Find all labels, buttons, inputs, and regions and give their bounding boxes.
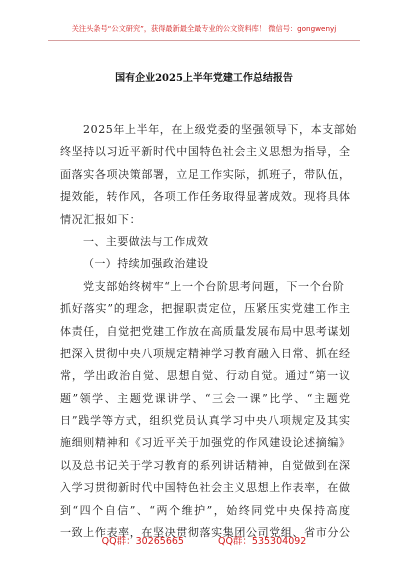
paragraph-line: 体责任，自觉把党建工作放在高质量发展布局中思考谋划 (60, 324, 350, 338)
subsection-heading: （一）持续加强政治建设 (83, 257, 209, 271)
paragraph-line: 一致上作表率，在坚决贯彻落实集团公司党组、省市分公 (60, 526, 350, 540)
paragraph-line: 提效能，转作风，各项工作任务取得显著成效。现将具体 (60, 190, 350, 204)
document-body (60, 119, 357, 544)
paragraph-line: 终坚持以习近平新时代中国特色社会主义思想为指导，全 (60, 145, 350, 159)
paragraph-line: 施细则精神和《习近平关于加强党的作风建设论述摘编》 (60, 436, 350, 450)
paragraph-line: 党支部始终树牢“上一个台阶思考问题，下一个台阶 (83, 279, 345, 293)
paragraph-line: 到“四个自信”、“两个维护”，始终同党中央保持高度 (60, 503, 350, 517)
footer-contact (0, 533, 408, 547)
paragraph-line: 题”领学、主题党课讲学、“三会一课”比学、“主题党 (60, 391, 350, 405)
paragraph-line: 2025年上半年，在上级党委的坚强领导下，本支部始 (83, 123, 357, 136)
footer-qq-group-1: QQ群：30265665 (101, 536, 184, 547)
paragraph-line: 情况汇报如下： (60, 212, 142, 226)
paragraph-line: 把深入贯彻中央八项规定精神学习教育融入日常、抓在经 (60, 346, 350, 360)
paragraph-line: 日”践学等方式，组织党员认真学习中央八项规定及其实 (60, 414, 350, 428)
paragraph-line: 入学习贯彻新时代中国特色社会主义思想上作表率，在做 (60, 481, 350, 495)
header-banner: 关注头条号“公文研究”，获得最新最全最专业的公文资料库！ 微信号：gongwenyj (71, 24, 337, 33)
header-divider (48, 40, 360, 41)
paragraph-line: 以及总书记关于学习教育的系列讲话精神，自觉做到在深 (60, 458, 350, 472)
footer-qq-group-2: QQ群：535304092 (217, 536, 307, 547)
section-heading: 一、主要做法与工作成效 (83, 234, 209, 248)
paragraph-line: 抓好落实”的理念，把握职责定位，压紧压实党建工作主 (60, 302, 350, 316)
paragraph-line: 面落实各项决策部署，立足工作实际，抓班子，带队伍， (60, 167, 350, 181)
paragraph-line: 常，学出政治自觉、思想自觉、行动自觉。通过“第一议 (60, 369, 350, 383)
document-title: 国有企业2025上半年党建工作总结报告 (115, 73, 293, 84)
